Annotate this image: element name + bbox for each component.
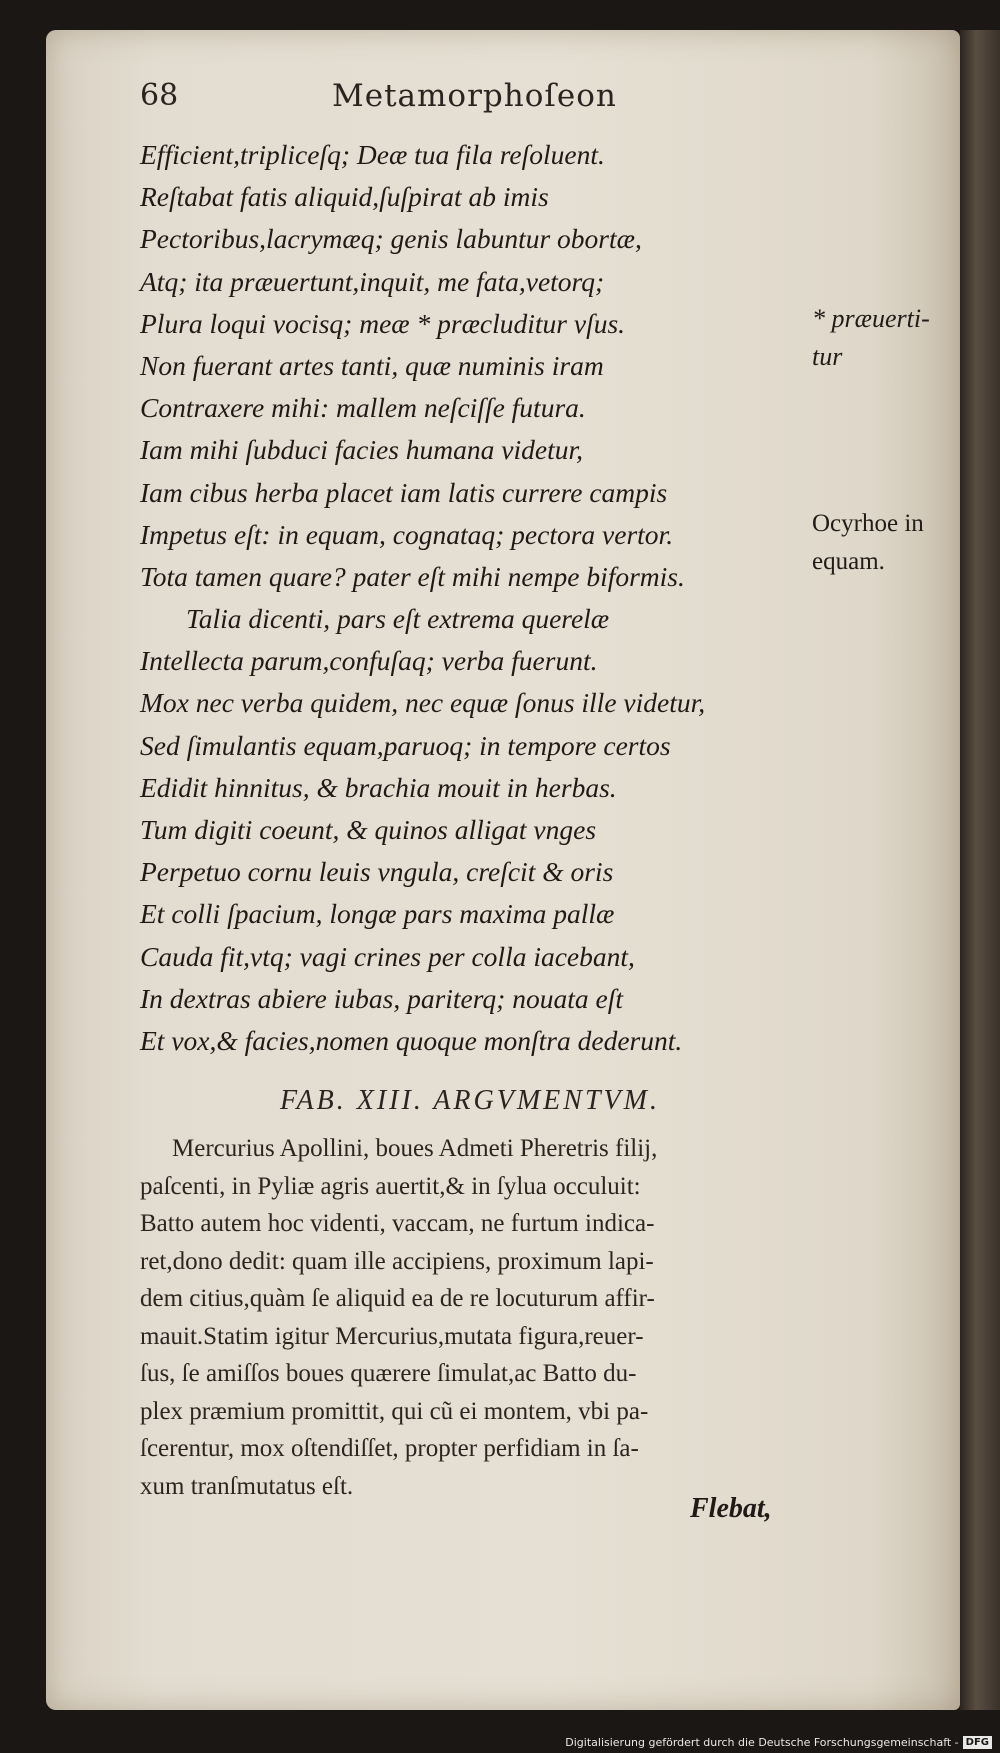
verse-line: Contraxere mihi: mallem neſciſſe futura. — [140, 392, 586, 424]
page-edge — [960, 30, 1000, 1710]
argument-line: paſcenti, in Pyliæ agris auertit,& in ſylua occuluit: — [140, 1172, 641, 1200]
verse-line: Tota tamen quare? pater eſt mihi nempe biformis. — [140, 560, 685, 592]
argument-line: dem citius,quàm ſe aliquid ea de re locuturum affir- — [140, 1285, 655, 1312]
margin-note-summary — [812, 505, 972, 581]
verse-line: Non fuerant artes tanti, quæ numinis iram — [140, 349, 604, 381]
verse-line: Sed ſimulantis equam,paruoq; in tempore certos — [140, 729, 671, 761]
verse-line: Intellecta parum,confuſaq; verba fuerunt. — [140, 645, 598, 677]
argument-line: mauit.Statim igitur Mercurius,mutata figura,reuer- — [140, 1322, 644, 1350]
verse-line: Edidit hinnitus, & brachia mouit in herbas. — [140, 771, 617, 803]
digitization-credit — [565, 1736, 992, 1749]
verse-line: Impetus eſt: in equam, cognataq; pectora vertor. — [140, 518, 674, 550]
argument-line: ret,dono dedit: quam ille accipiens, proximum lapi- — [140, 1247, 654, 1275]
argument-paragraph — [140, 1130, 800, 1505]
argument-line: Mercurius Apollini, boues Admeti Pheretris filij, — [172, 1135, 658, 1162]
verse-line: Cauda fit,vtq; vagi crines per colla iacebant, — [140, 940, 635, 972]
verse-line: Perpetuo cornu leuis vngula, creſcit & oris — [140, 856, 614, 888]
margin-note-line: tur — [812, 342, 843, 371]
verse-line: Iam mihi ſubduci facies humana videtur, — [140, 434, 583, 466]
catchword: Flebat, — [690, 1493, 772, 1524]
verse-line: Efficient,tripliceſq; Deæ tua fila reſoluent. — [140, 139, 605, 170]
verse-line: In dextras abiere iubas, pariterq; nouata eſt — [140, 982, 623, 1014]
running-title: Metamorphoſeon — [332, 78, 617, 114]
argument-line: plex præmium promittit, qui cũ ei montem, vbi pa- — [140, 1397, 649, 1425]
verse-line: Tum digiti coeunt, & quinos alligat vnges — [140, 814, 597, 845]
page-number: 68 — [140, 78, 179, 113]
argument-line: ſus, ſe amiſſos boues quærere ſimulat,ac Batto du- — [140, 1360, 637, 1387]
argument-line: ſcerentur, mox oſtendiſſet, propter perfidiam in ſa- — [140, 1435, 639, 1462]
verse-line: Atq; ita præuertunt,inquit, me fata,vetorq; — [140, 265, 605, 297]
margin-note-line: * præuerti- — [812, 304, 930, 333]
verse-line: Pectoribus,lacrymæq; genis labuntur obortæ, — [140, 223, 642, 255]
fable-heading: FAB. XIII. ARGVMENTVM. — [280, 1085, 660, 1116]
verse-block — [140, 134, 800, 1062]
margin-note-glossary — [812, 300, 972, 376]
verse-line: Talia dicenti, pars eſt extrema querelæ — [186, 603, 610, 635]
verse-line: Mox nec verba quidem, nec equæ ſonus ille videtur, — [140, 687, 706, 719]
margin-note-line: Ocyrhoe in — [812, 510, 924, 537]
dfg-logo: DFG — [963, 1736, 992, 1749]
argument-line: xum tranſmutatus eſt. — [140, 1472, 354, 1500]
margin-note-line: equam. — [812, 548, 885, 575]
verse-line: Plura loqui vocisq; meæ * præcluditur vſus. — [140, 307, 626, 339]
verse-line: Et vox,& facies,nomen quoque monſtra dederunt. — [140, 1024, 683, 1056]
page-header — [140, 78, 740, 128]
argument-line: Batto autem hoc videnti, vaccam, ne furtum indica- — [140, 1210, 655, 1237]
credit-text: Digitalisierung gefördert durch die Deutsche Forschungsgemeinschaft - — [565, 1736, 959, 1749]
verse-line: Et colli ſpacium, longæ pars maxima pallæ — [140, 898, 615, 930]
verse-line: Iam cibus herba placet iam latis currere campis — [140, 476, 668, 508]
verse-line: Reſtabat fatis aliquid,ſuſpirat ab imis — [140, 181, 549, 213]
